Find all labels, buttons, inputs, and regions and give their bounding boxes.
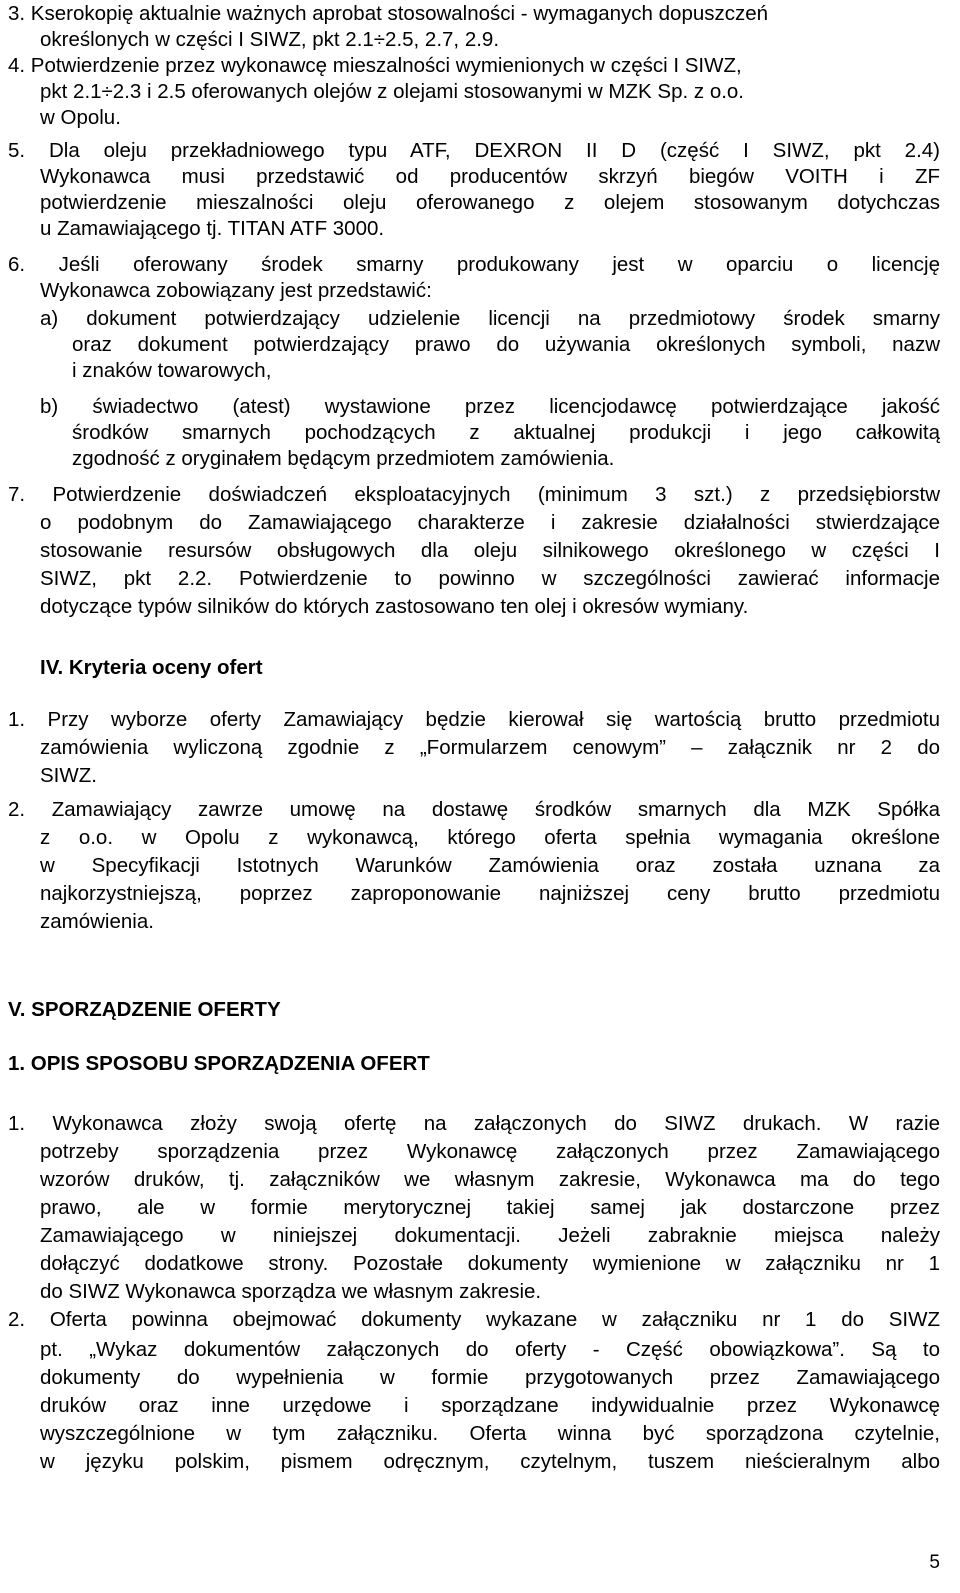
req-item-6a-line-3: i znaków towarowych, [72, 359, 272, 382]
req-item-7-line-3: stosowanie resursów obsługowych dla oleju silnikowego określonego w części I [40, 539, 940, 562]
section-v-heading: V. SPORZĄDZENIE OFERTY [8, 998, 281, 1021]
req-item-4-line-1: 4. Potwierdzenie przez wykonawcę mieszalności wymienionych w części I SIWZ, [8, 54, 742, 77]
req-item-6b-line-2: środków smarnych pochodzących z aktualnej produkcji i jego całkowitą [72, 421, 940, 444]
offer-item-1-line-7: do SIWZ Wykonawca sporządza we własnym zakresie. [40, 1280, 542, 1303]
offer-item-2-line-5: wyszczególnione w tym załączniku. Oferta winna być sporządzona czytelnie, [40, 1422, 940, 1445]
req-item-6b-line-3: zgodność z oryginałem będącym przedmiotem zamówienia. [72, 447, 615, 470]
req-item-6a-line-2: oraz dokument potwierdzający prawo do używania określonych symboli, nazw [72, 333, 940, 356]
offer-item-2-line-2: pt. „Wykaz dokumentów załączonych do oferty - Część obowiązkowa”. Są to [40, 1338, 940, 1361]
req-item-6b-line-1: b) świadectwo (atest) wystawione przez licencjodawcę potwierdzające jakość [40, 395, 940, 418]
criteria-item-2-line-4: najkorzystniejszą, poprzez zaproponowanie najniższej ceny brutto przedmiotu [40, 882, 940, 905]
offer-item-1-line-5: Zamawiającego w niniejszej dokumentacji. Jeżeli zabraknie miejsca należy [40, 1224, 940, 1247]
criteria-item-1-line-1: 1. Przy wyborze oferty Zamawiający będzie kierował się wartością brutto przedmiotu [8, 708, 940, 731]
req-item-4-line-3: w Opolu. [40, 106, 121, 129]
req-item-7-line-4: SIWZ, pkt 2.2. Potwierdzenie to powinno w szczególności zawierać informacje [40, 567, 940, 590]
criteria-item-2-line-5: zamówienia. [40, 910, 154, 933]
section-iv-heading: IV. Kryteria oceny ofert [40, 656, 263, 679]
page-number: 5 [929, 1552, 940, 1573]
criteria-item-1-line-3: SIWZ. [40, 764, 97, 787]
offer-item-1-line-1: 1. Wykonawca złoży swoją ofertę na załączonych do SIWZ drukach. W razie [8, 1112, 940, 1135]
req-item-4-line-2: pkt 2.1÷2.3 i 2.5 oferowanych olejów z olejami stosowanymi w MZK Sp. z o.o. [40, 80, 745, 103]
offer-item-2-line-6: w języku polskim, pismem odręcznym, czytelnym, tuszem nieścieralnym albo [40, 1450, 940, 1473]
req-item-7-line-2: o podobnym do Zamawiającego charakterze i zakresie działalności stwierdzające [40, 511, 940, 534]
criteria-item-1-line-2: zamówienia wyliczoną zgodnie z „Formularzem cenowym” – załącznik nr 2 do [40, 736, 940, 759]
offer-item-1-line-6: dołączyć dodatkowe strony. Pozostałe dokumenty wymienione w załączniku nr 1 [40, 1252, 940, 1275]
req-item-3-line-1: 3. Kserokopię aktualnie ważnych aprobat stosowalności - wymaganych dopuszczeń [8, 2, 769, 25]
req-item-6a-line-1: a) dokument potwierdzający udzielenie licencji na przedmiotowy środek smarny [40, 307, 940, 330]
req-item-6-line-1: 6. Jeśli oferowany środek smarny produkowany jest w oparciu o licencję [8, 253, 940, 276]
req-item-5-line-3: potwierdzenie mieszalności oleju oferowanego z olejem stosowanym dotychczas [40, 191, 940, 214]
offer-item-1-line-4: prawo, ale w formie merytorycznej takiej samej jak dostarczone przez [40, 1196, 940, 1219]
req-item-5-line-1: 5. Dla oleju przekładniowego typu ATF, DEXRON II D (część I SIWZ, pkt 2.4) [8, 139, 940, 162]
criteria-item-2-line-2: z o.o. w Opolu z wykonawcą, którego oferta spełnia wymagania określone [40, 826, 940, 849]
req-item-7-line-1: 7. Potwierdzenie doświadczeń eksploatacyjnych (minimum 3 szt.) z przedsiębiorstw [8, 483, 940, 506]
criteria-item-2-line-1: 2. Zamawiający zawrze umowę na dostawę środków smarnych dla MZK Spółka [8, 798, 940, 821]
offer-item-2-line-1: 2. Oferta powinna obejmować dokumenty wykazane w załączniku nr 1 do SIWZ [8, 1308, 940, 1331]
req-item-5-line-2: Wykonawca musi przedstawić od producentów skrzyń biegów VOITH i ZF [40, 165, 940, 188]
subsection-heading: 1. OPIS SPOSOBU SPORZĄDZENIA OFERT [8, 1052, 430, 1075]
req-item-6-line-2: Wykonawca zobowiązany jest przedstawić: [40, 279, 432, 302]
req-item-7-line-5: dotyczące typów silników do których zastosowano ten olej i okresów wymiany. [40, 595, 749, 618]
req-item-5-line-4: u Zamawiającego tj. TITAN ATF 3000. [40, 217, 385, 240]
criteria-item-2-line-3: w Specyfikacji Istotnych Warunków Zamówienia oraz została uznana za [40, 854, 940, 877]
offer-item-1-line-2: potrzeby sporządzenia przez Wykonawcę załączonych przez Zamawiającego [40, 1140, 940, 1163]
offer-item-2-line-3: dokumenty do wypełnienia w formie przygotowanych przez Zamawiającego [40, 1366, 940, 1389]
offer-item-1-line-3: wzorów druków, tj. załączników we własnym zakresie, Wykonawca ma do tego [40, 1168, 940, 1191]
offer-item-2-line-4: druków oraz inne urzędowe i sporządzane indywidualnie przez Wykonawcę [40, 1394, 940, 1417]
req-item-3-line-2: określonych w części I SIWZ, pkt 2.1÷2.5, 2.7, 2.9. [40, 28, 500, 51]
